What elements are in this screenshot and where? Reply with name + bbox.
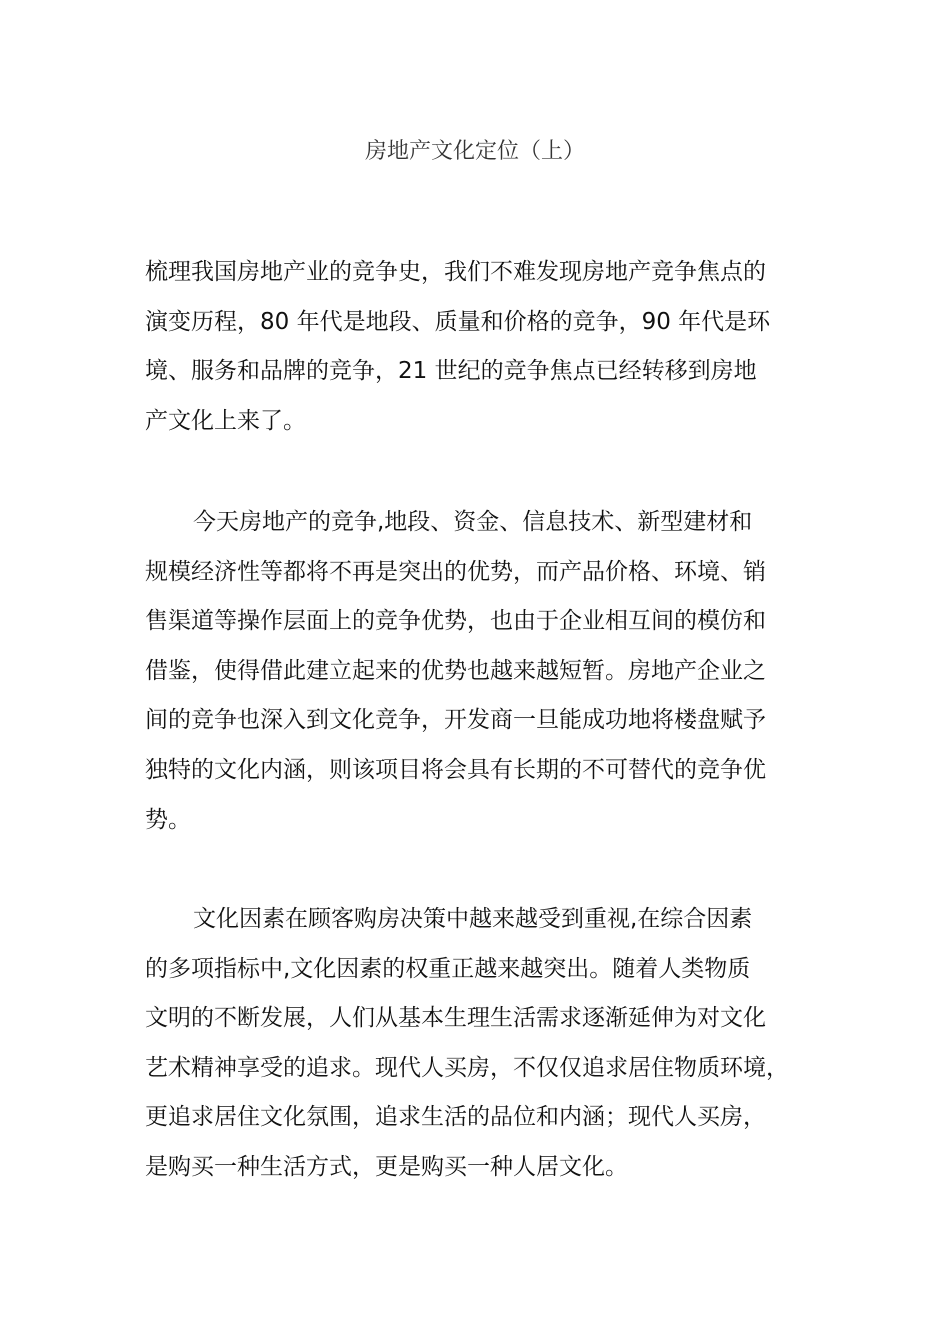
document-title: 房地产文化定位（上） [364,139,585,164]
paragraph-line: 独特的文化内涵，则该项目将会具有长期的不可替代的竞争优 [145,756,766,783]
paragraph-line: 售渠道等操作层面上的竞争优势，也由于企业相互间的模仿和 [145,608,766,635]
paragraph-2 [145,498,845,845]
paragraph-line: 今天房地产的竞争,地段、资金、信息技术、新型建材和 [193,509,753,535]
paragraph-line: 梳理我国房地产业的竞争史，我们不难发现房地产竞争焦点的 [145,259,766,285]
paragraph-line: 文化因素在顾客购房决策中越来越受到重视,在综合因素 [193,906,753,932]
paragraph-line: 文明的不断发展，人们从基本生理生活需求逐渐延伸为对文化 [145,1005,766,1032]
paragraph-line: 演变历程，80 年代是地段、质量和价格的竞争，90 年代是环 [145,308,771,335]
paragraph-3 [145,895,845,1193]
paragraph-1 [145,248,845,446]
paragraph-line: 的多项指标中,文化因素的权重正越来越突出。随着人类物质 [145,955,751,982]
paragraph-line: 借鉴，使得借此建立起来的优势也越来越短暂。房地产企业之 [145,657,766,684]
paragraph-line: 产文化上来了。 [145,407,306,434]
paragraph-line: 更追求居住文化氛围，追求生活的品位和内涵；现代人买房， [145,1104,766,1131]
paragraph-line: 间的竞争也深入到文化竞争，开发商一旦能成功地将楼盘赋予 [145,707,766,734]
paragraph-line: 规模经济性等都将不再是突出的优势，而产品价格、环境、销 [145,558,766,585]
paragraph-line: 艺术精神享受的追求。现代人买房，不仅仅追求居住物质环境， [145,1054,789,1081]
paragraph-line: 是购买一种生活方式，更是购买一种人居文化。 [145,1153,628,1180]
paragraph-line: 势。 [145,806,191,833]
paragraph-line: 境、服务和品牌的竞争，21 世纪的竞争焦点已经转移到房地 [145,358,757,385]
